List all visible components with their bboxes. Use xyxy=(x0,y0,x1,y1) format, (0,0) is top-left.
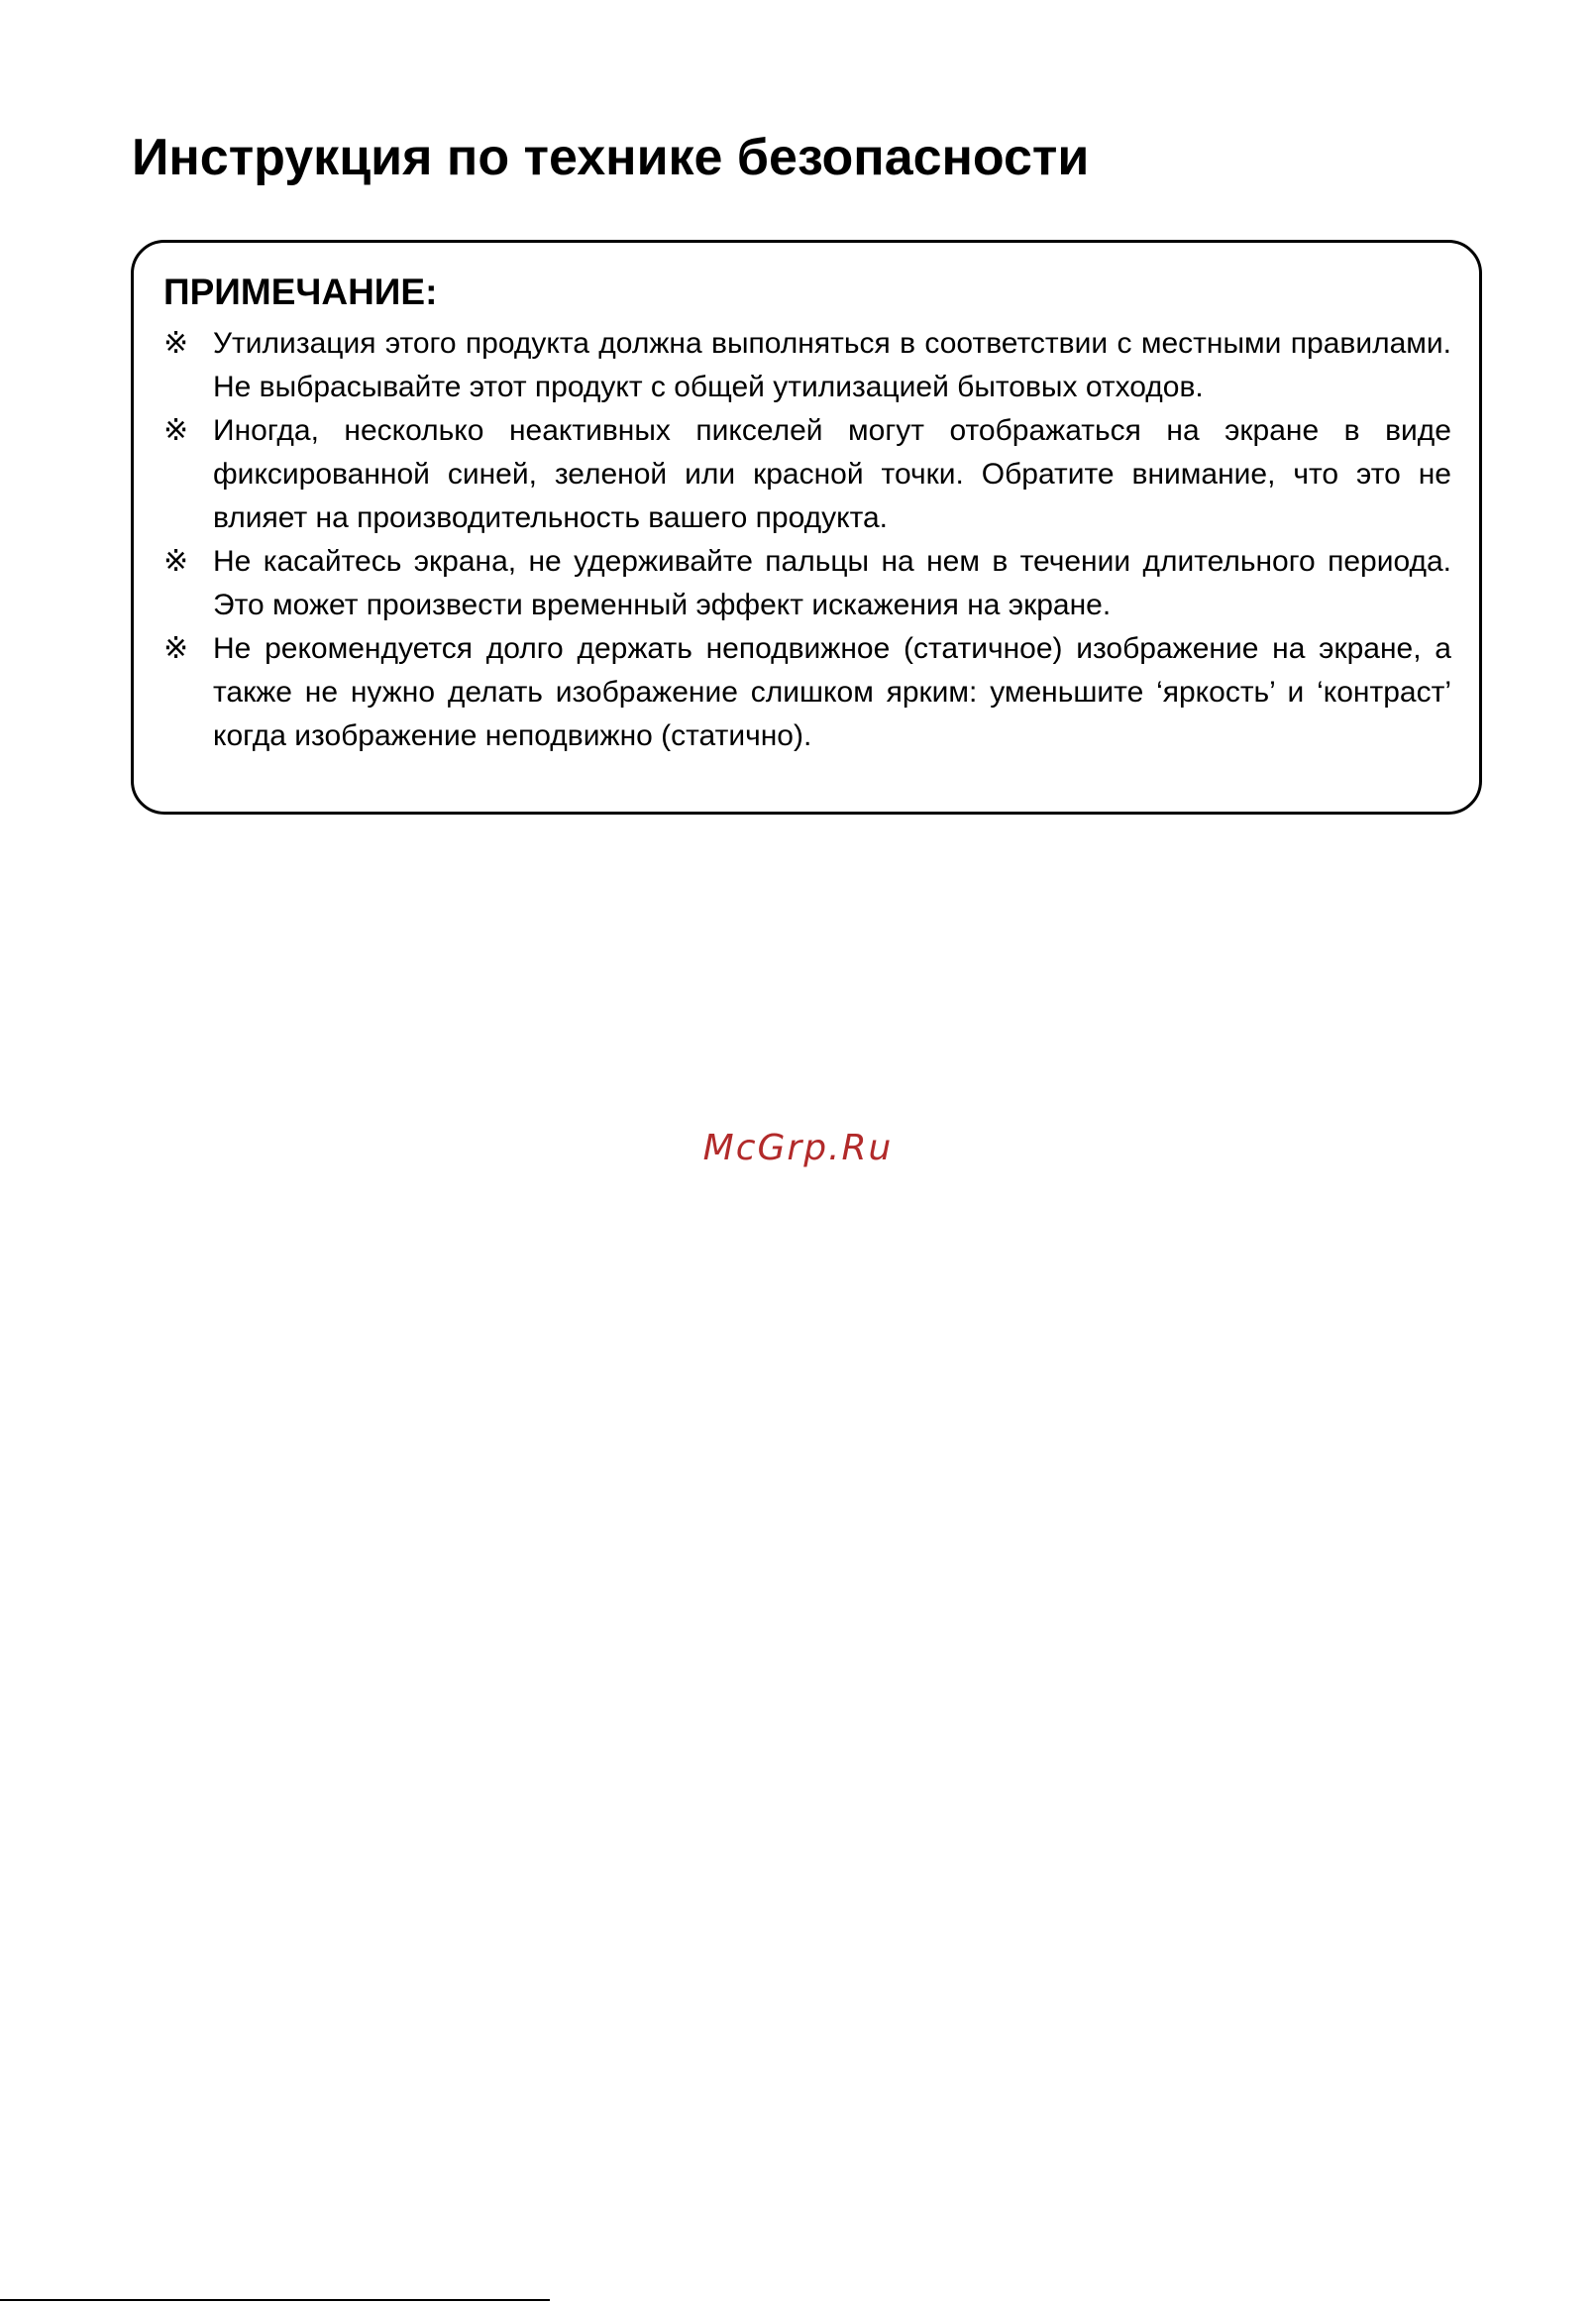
note-heading: ПРИМЕЧАНИЕ: xyxy=(163,272,438,312)
page-title: Инструкция по технике безопасности xyxy=(132,129,1090,186)
note-list xyxy=(163,322,1451,758)
note-item-text: Не рекомендуется долго держать неподвижное (статичное) изображение на экране, а также не нужно делать изображение слишком ярким: уменьшите ‘яркость’ и ‘контраст’ когда изображение неподвижно (статично). xyxy=(213,632,1451,752)
note-box xyxy=(131,240,1482,815)
reference-mark-icon: ※ xyxy=(163,326,189,361)
list-item xyxy=(163,409,1451,540)
list-item xyxy=(163,322,1451,409)
note-item-text: Не касайтесь экрана, не удерживайте пальцы на нем в течении длительного периода. Это может произвести временный эффект искажения на экране. xyxy=(213,545,1451,621)
list-item xyxy=(163,627,1451,758)
note-item-text: Утилизация этого продукта должна выполняться в соответствии с местными правилами. Не выбрасывайте этот продукт с общей утилизацией бытовых отходов. xyxy=(213,327,1451,403)
reference-mark-icon: ※ xyxy=(163,413,189,448)
list-item xyxy=(163,540,1451,627)
footer-divider xyxy=(0,2299,550,2301)
watermark: McGrp.Ru xyxy=(702,1128,894,1168)
reference-mark-icon: ※ xyxy=(163,631,189,666)
note-item-text: Иногда, несколько неактивных пикселей могут отображаться на экране в виде фиксированной синей, зеленой или красной точки. Обратите внимание, что это не влияет на производительность вашего продукта. xyxy=(213,414,1451,534)
reference-mark-icon: ※ xyxy=(163,544,189,579)
